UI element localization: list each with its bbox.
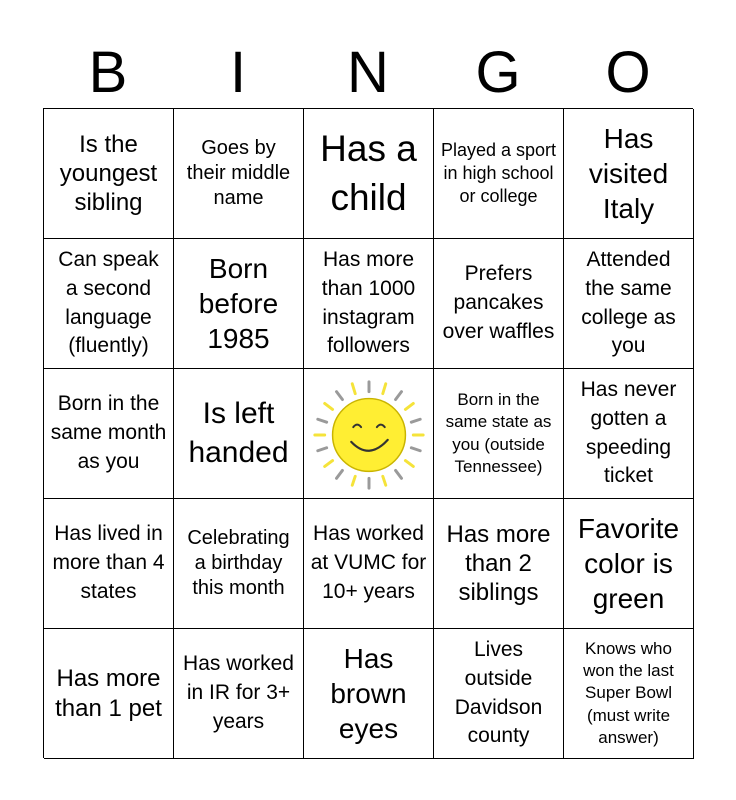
header-letter-n: N bbox=[347, 40, 389, 105]
bingo-cell-o2[interactable] bbox=[564, 239, 694, 369]
bingo-cell-g3[interactable] bbox=[434, 369, 564, 499]
bingo-cell-n5[interactable] bbox=[304, 629, 434, 759]
cell-label: Can speak a second language (fluently) bbox=[58, 247, 159, 358]
bingo-cell-g2[interactable] bbox=[434, 239, 564, 369]
bingo-cell-i4[interactable] bbox=[174, 499, 304, 629]
bingo-cell-free-space[interactable] bbox=[304, 369, 434, 499]
cell-label: Has more than 2 siblings bbox=[446, 520, 551, 607]
smiling-sun-icon bbox=[305, 370, 433, 498]
cell-label: Is left handed bbox=[188, 397, 289, 469]
bingo-cell-b4[interactable] bbox=[44, 499, 174, 629]
cell-label: Is the youngest sibling bbox=[59, 130, 158, 217]
cell-label: Has worked in IR for 3+ years bbox=[183, 652, 294, 733]
bingo-cell-g5[interactable] bbox=[434, 629, 564, 759]
bingo-cell-n1[interactable] bbox=[304, 109, 434, 239]
cell-label: Has worked at VUMC for 10+ years bbox=[310, 522, 427, 603]
cell-label: Born in the same state as you (outside Tennessee) bbox=[445, 390, 552, 476]
bingo-cell-i1[interactable] bbox=[174, 109, 304, 239]
bingo-cell-b3[interactable] bbox=[44, 369, 174, 499]
cell-label: Attended the same college as you bbox=[581, 247, 676, 358]
header-letter-b: B bbox=[88, 40, 128, 105]
cell-label: Born in the same month as you bbox=[50, 392, 167, 473]
cell-label: Celebrating a birthday this month bbox=[187, 527, 290, 599]
bingo-cell-b1[interactable] bbox=[44, 109, 174, 239]
bingo-cell-i5[interactable] bbox=[174, 629, 304, 759]
cell-label: Played a sport in high school or college bbox=[440, 140, 557, 206]
cell-label: Has never gotten a speeding ticket bbox=[580, 377, 677, 488]
bingo-cell-b2[interactable] bbox=[44, 239, 174, 369]
bingo-cell-n2[interactable] bbox=[304, 239, 434, 369]
cell-label: Has visited Italy bbox=[588, 123, 669, 224]
header-letter-o: O bbox=[605, 40, 651, 105]
bingo-cell-g4[interactable] bbox=[434, 499, 564, 629]
cell-label: Has more than 1 pet bbox=[55, 665, 162, 722]
bingo-cell-n4[interactable] bbox=[304, 499, 434, 629]
bingo-cell-o3[interactable] bbox=[564, 369, 694, 499]
bingo-cell-g1[interactable] bbox=[434, 109, 564, 239]
cell-label: Has a child bbox=[320, 128, 417, 218]
cell-label: Has more than 1000 instagram followers bbox=[321, 247, 416, 358]
header-letter-g: G bbox=[475, 40, 521, 105]
bingo-cell-b5[interactable] bbox=[44, 629, 174, 759]
bingo-cell-i2[interactable] bbox=[174, 239, 304, 369]
bingo-cell-i3[interactable] bbox=[174, 369, 304, 499]
cell-label: Prefers pancakes over waffles bbox=[442, 262, 555, 343]
cell-label: Born before 1985 bbox=[198, 253, 279, 354]
cell-label: Has lived in more than 4 states bbox=[52, 522, 165, 603]
cell-label: Knows who won the last Super Bowl (must write answer) bbox=[583, 639, 674, 747]
cell-label: Has brown eyes bbox=[330, 643, 407, 744]
bingo-cell-o4[interactable] bbox=[564, 499, 694, 629]
bingo-cell-o1[interactable] bbox=[564, 109, 694, 239]
cell-label: Goes by their middle name bbox=[186, 137, 291, 209]
bingo-board bbox=[43, 108, 693, 758]
bingo-cell-o5[interactable] bbox=[564, 629, 694, 759]
cell-label: Favorite color is green bbox=[577, 513, 680, 614]
header-letter-i: I bbox=[229, 40, 247, 105]
cell-label: Lives outside Davidson county bbox=[454, 637, 543, 748]
bingo-header bbox=[43, 40, 693, 106]
